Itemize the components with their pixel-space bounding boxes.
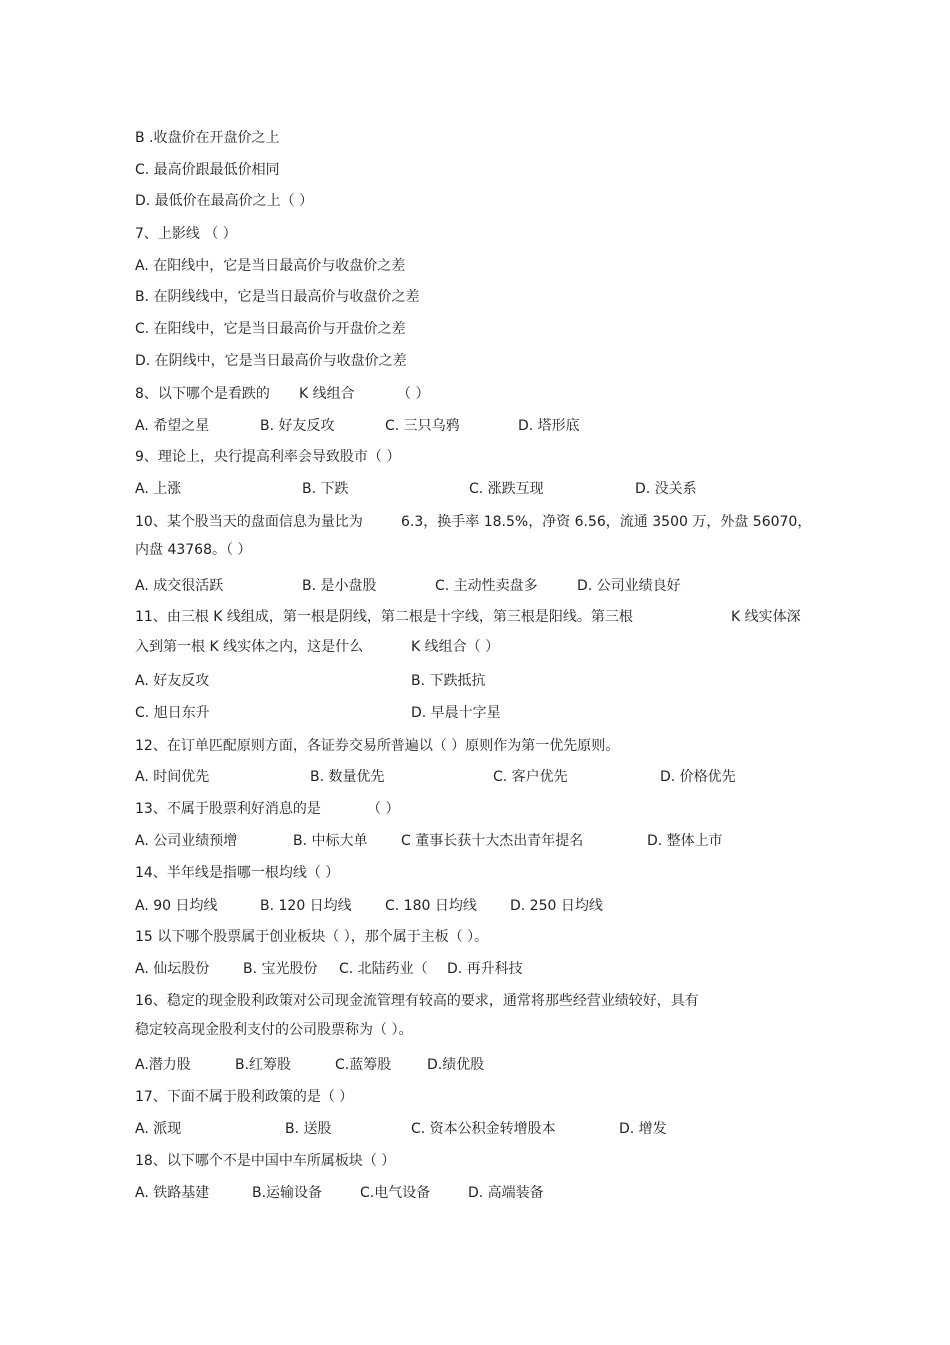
option-b: B.运输设备 [252, 1185, 323, 1201]
question-text: 稳定较高现金股利支付的公司股票称为（ ）。 [135, 1022, 413, 1038]
answer-paren: （ ） [367, 801, 400, 817]
option-d: D.绩优股 [427, 1057, 485, 1073]
question-text: 内盘 43768。（ ） [135, 542, 252, 558]
option-b: B. 下跌 [302, 481, 349, 497]
option-d: D. 价格优先 [660, 769, 736, 785]
option-c: C. 北陆药业（ [339, 961, 428, 977]
option-c: C. 三只乌鸦 [385, 418, 460, 434]
question-text: K 线组合（ ） [411, 639, 500, 655]
question-text: 18、以下哪个不是中国中车所属板块（ ） [135, 1153, 396, 1169]
option-c: C. 旭日东升 [135, 705, 210, 721]
text-segment: D. 在阴线中，它是当日最高价与收盘价之差 [135, 353, 407, 369]
answer-paren: （ ） [397, 386, 430, 402]
question-text: 8、以下哪个是看跌的 [135, 386, 270, 402]
question-text: 15 以下哪个股票属于创业板块（ ），那个属于主板（ ）。 [135, 929, 489, 945]
option-c: C. 客户优先 [493, 769, 568, 785]
text-segment: C. 最高价跟最低价相同 [135, 162, 280, 178]
option-a: A. 90 日均线 [135, 898, 218, 914]
question-text: 14、半年线是指哪一根均线（ ） [135, 865, 340, 881]
question-text: K 线实体深 [731, 609, 801, 625]
question-text: 入到第一根 K 线实体之内，这是什么 [135, 639, 364, 655]
option-b: B. 好友反攻 [260, 418, 335, 434]
option-c: C 董事长获十大杰出青年提名 [401, 833, 584, 849]
option-d: D. 增发 [619, 1121, 667, 1137]
option-a: A. 希望之星 [135, 418, 210, 434]
question-text: 13、不属于股票利好消息的是 [135, 801, 321, 817]
option-d: D. 高端装备 [468, 1185, 544, 1201]
option-c: C.蓝筹股 [335, 1057, 392, 1073]
option-b: B. 下跌抵抗 [411, 673, 486, 689]
option-a: A. 公司业绩预增 [135, 833, 238, 849]
option-b: B. 是小盘股 [302, 578, 377, 594]
question-text: 17、下面不属于股利政策的是（ ） [135, 1089, 354, 1105]
option-c: C. 涨跌互现 [469, 481, 544, 497]
option-c: C.电气设备 [360, 1185, 431, 1201]
question-text: 12、在订单匹配原则方面，各证券交易所普遍以（ ）原则作为第一优先原则。 [135, 738, 620, 754]
option-b: B. 宝光股份 [243, 961, 318, 977]
option-a: A. 成交很活跃 [135, 578, 224, 594]
question-text: 9、理论上，央行提高利率会导致股市（ ） [135, 449, 401, 465]
question-text: 7、上影线 （ ） [135, 226, 237, 242]
text-segment: C. 在阳线中，它是当日最高价与开盘价之差 [135, 321, 406, 337]
option-a: A. 上涨 [135, 481, 182, 497]
option-a: A. 好友反攻 [135, 673, 210, 689]
text-segment: B .收盘价在开盘价之上 [135, 130, 280, 146]
option-b: B. 数量优先 [310, 769, 385, 785]
option-d: D. 公司业绩良好 [577, 578, 681, 594]
option-c: C. 主动性卖盘多 [435, 578, 538, 594]
option-d: D. 早晨十字星 [411, 705, 501, 721]
text-segment: D. 最低价在最高价之上（ ） [135, 193, 314, 209]
option-a: A. 时间优先 [135, 769, 210, 785]
question-text: 10、某个股当天的盘面信息为量比为 [135, 514, 363, 530]
option-a: A. 派现 [135, 1121, 182, 1137]
option-b: B. 中标大单 [293, 833, 368, 849]
option-c: C. 资本公积金转增股本 [411, 1121, 556, 1137]
text-segment: A. 在阳线中，它是当日最高价与收盘价之差 [135, 258, 406, 274]
question-text: 16、稳定的现金股利政策对公司现金流管理有较高的要求，通常将那些经营业绩较好，具有 [135, 993, 699, 1009]
option-d: D. 塔形底 [518, 418, 580, 434]
question-text: K 线组合 [299, 386, 355, 402]
option-c: C. 180 日均线 [385, 898, 477, 914]
option-b: B. 120 日均线 [260, 898, 352, 914]
option-a: A.潜力股 [135, 1057, 191, 1073]
text-segment: B. 在阴线线中，它是当日最高价与收盘价之差 [135, 289, 420, 305]
option-d: D. 250 日均线 [510, 898, 603, 914]
question-text: 6.3，换手率 18.5%，净资 6.56，流通 3500 万，外盘 56070， [401, 514, 812, 530]
option-b: B.红筹股 [235, 1057, 292, 1073]
question-text: 11、由三根 K 线组成，第一根是阴线，第二根是十字线，第三根是阳线。第三根 [135, 609, 633, 625]
option-a: A. 铁路基建 [135, 1185, 210, 1201]
option-a: A. 仙坛股份 [135, 961, 210, 977]
option-d: D. 整体上市 [647, 833, 723, 849]
option-d: D. 没关系 [635, 481, 697, 497]
option-b: B. 送股 [285, 1121, 332, 1137]
option-d: D. 再升科技 [447, 961, 523, 977]
